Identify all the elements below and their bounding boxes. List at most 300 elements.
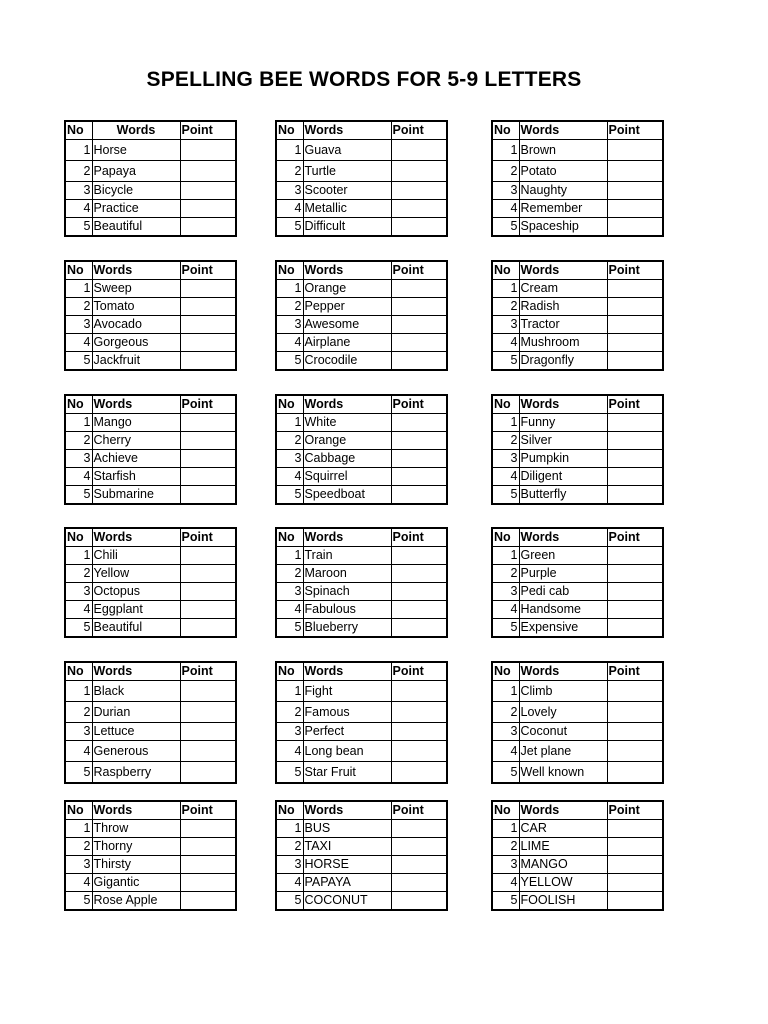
point-cell[interactable]	[391, 619, 447, 638]
header-no: No	[65, 528, 92, 547]
point-cell[interactable]	[180, 140, 236, 161]
point-cell[interactable]	[607, 762, 663, 784]
header-no: No	[492, 662, 519, 681]
word-cell: Well known	[519, 762, 607, 784]
table-row	[276, 619, 447, 638]
word-cell: MANGO	[519, 856, 607, 874]
word-cell: Handsome	[519, 601, 607, 619]
word-table	[491, 800, 664, 911]
word-table	[64, 394, 237, 505]
word-table	[275, 800, 448, 911]
header-words: Words	[92, 261, 180, 280]
word-cell: Spaceship	[519, 218, 607, 237]
point-cell[interactable]	[180, 486, 236, 505]
point-cell[interactable]	[180, 702, 236, 723]
point-cell[interactable]	[607, 681, 663, 702]
point-cell[interactable]	[607, 874, 663, 892]
word-cell: Durian	[92, 702, 180, 723]
header-no: No	[492, 261, 519, 280]
word-cell: Pumpkin	[519, 450, 607, 468]
word-cell: Yellow	[92, 565, 180, 583]
word-cell: Train	[303, 547, 391, 565]
word-cell: Expensive	[519, 619, 607, 638]
table-row	[492, 200, 663, 218]
row-number: 3	[492, 182, 519, 200]
table-row	[65, 316, 236, 334]
table-row	[65, 432, 236, 450]
point-cell[interactable]	[391, 681, 447, 702]
row-number: 1	[492, 140, 519, 161]
point-cell[interactable]	[607, 601, 663, 619]
table-row	[65, 619, 236, 638]
table-row	[492, 280, 663, 298]
point-cell[interactable]	[180, 741, 236, 762]
point-cell[interactable]	[391, 200, 447, 218]
row-number: 3	[276, 316, 303, 334]
point-cell[interactable]	[180, 838, 236, 856]
row-number: 3	[492, 856, 519, 874]
table-row	[492, 702, 663, 723]
point-cell[interactable]	[391, 414, 447, 432]
word-cell: Bicycle	[92, 182, 180, 200]
word-cell: Speedboat	[303, 486, 391, 505]
row-number: 1	[492, 547, 519, 565]
header-no: No	[276, 528, 303, 547]
header-point: Point	[180, 662, 236, 681]
row-number: 3	[65, 182, 92, 200]
header-point: Point	[180, 121, 236, 140]
table-row	[276, 892, 447, 911]
point-cell[interactable]	[180, 820, 236, 838]
word-cell: Gorgeous	[92, 334, 180, 352]
row-number: 5	[492, 218, 519, 237]
row-number: 3	[276, 450, 303, 468]
word-cell: Jackfruit	[92, 352, 180, 371]
header-point: Point	[607, 801, 663, 820]
table-row	[492, 140, 663, 161]
word-table	[275, 661, 448, 784]
point-cell[interactable]	[391, 874, 447, 892]
word-cell: Mango	[92, 414, 180, 432]
row-number: 5	[276, 486, 303, 505]
row-number: 1	[65, 280, 92, 298]
point-cell[interactable]	[180, 583, 236, 601]
point-cell[interactable]	[607, 414, 663, 432]
row-number: 5	[65, 352, 92, 371]
point-cell[interactable]	[180, 316, 236, 334]
table-row	[276, 838, 447, 856]
point-cell[interactable]	[391, 334, 447, 352]
row-number: 5	[276, 352, 303, 371]
word-cell: Pepper	[303, 298, 391, 316]
table-row	[276, 601, 447, 619]
header-no: No	[65, 261, 92, 280]
point-cell[interactable]	[180, 856, 236, 874]
table-row	[65, 856, 236, 874]
point-cell[interactable]	[607, 140, 663, 161]
table-row	[65, 838, 236, 856]
point-cell[interactable]	[391, 856, 447, 874]
word-table	[275, 120, 448, 237]
header-point: Point	[391, 261, 447, 280]
point-cell[interactable]	[607, 838, 663, 856]
table-row	[276, 702, 447, 723]
table-row	[276, 547, 447, 565]
table-row	[276, 874, 447, 892]
table-row	[65, 140, 236, 161]
point-cell[interactable]	[180, 432, 236, 450]
word-cell: Dragonfly	[519, 352, 607, 371]
row-number: 4	[492, 334, 519, 352]
point-cell[interactable]	[391, 583, 447, 601]
row-number: 5	[65, 762, 92, 784]
row-number: 4	[276, 874, 303, 892]
header-words: Words	[92, 528, 180, 547]
row-number: 3	[276, 856, 303, 874]
point-cell[interactable]	[391, 468, 447, 486]
table-row	[492, 619, 663, 638]
row-number: 3	[276, 583, 303, 601]
table-row	[65, 414, 236, 432]
word-cell: Silver	[519, 432, 607, 450]
point-cell[interactable]	[391, 280, 447, 298]
point-cell[interactable]	[607, 280, 663, 298]
row-number: 3	[65, 316, 92, 334]
point-cell[interactable]	[607, 200, 663, 218]
point-cell[interactable]	[607, 619, 663, 638]
point-cell[interactable]	[391, 723, 447, 741]
table-row	[276, 450, 447, 468]
word-cell: Maroon	[303, 565, 391, 583]
word-cell: Turtle	[303, 161, 391, 182]
word-cell: Starfish	[92, 468, 180, 486]
point-cell[interactable]	[391, 547, 447, 565]
point-cell[interactable]	[391, 316, 447, 334]
table-row	[276, 161, 447, 182]
header-no: No	[65, 395, 92, 414]
header-words: Words	[303, 261, 391, 280]
table-row	[276, 182, 447, 200]
word-cell: Orange	[303, 432, 391, 450]
point-cell[interactable]	[180, 280, 236, 298]
word-table	[64, 800, 237, 911]
table-row	[276, 583, 447, 601]
table-row	[492, 468, 663, 486]
table-row	[65, 583, 236, 601]
row-number: 1	[276, 820, 303, 838]
row-number: 2	[65, 298, 92, 316]
word-cell: Orange	[303, 280, 391, 298]
point-cell[interactable]	[391, 486, 447, 505]
word-cell: Octopus	[92, 583, 180, 601]
table-row	[492, 218, 663, 237]
point-cell[interactable]	[391, 702, 447, 723]
word-table	[64, 661, 237, 784]
row-number: 5	[65, 619, 92, 638]
word-cell: Squirrel	[303, 468, 391, 486]
row-number: 1	[65, 547, 92, 565]
point-cell[interactable]	[180, 681, 236, 702]
point-cell[interactable]	[607, 298, 663, 316]
point-cell[interactable]	[180, 892, 236, 911]
table-row	[65, 280, 236, 298]
row-number: 2	[65, 702, 92, 723]
word-cell: Crocodile	[303, 352, 391, 371]
table-row	[276, 280, 447, 298]
table-row	[492, 892, 663, 911]
row-number: 5	[276, 762, 303, 784]
header-no: No	[65, 801, 92, 820]
header-point: Point	[180, 395, 236, 414]
point-cell[interactable]	[180, 619, 236, 638]
table-row	[65, 298, 236, 316]
table-row	[492, 547, 663, 565]
header-point: Point	[180, 528, 236, 547]
row-number: 3	[65, 583, 92, 601]
word-table	[275, 394, 448, 505]
table-row	[492, 820, 663, 838]
point-cell[interactable]	[607, 486, 663, 505]
point-cell[interactable]	[607, 702, 663, 723]
point-cell[interactable]	[391, 762, 447, 784]
point-cell[interactable]	[180, 874, 236, 892]
word-cell: Jet plane	[519, 741, 607, 762]
point-cell[interactable]	[180, 547, 236, 565]
table-row	[276, 820, 447, 838]
table-row	[65, 741, 236, 762]
point-cell[interactable]	[607, 741, 663, 762]
point-cell[interactable]	[391, 298, 447, 316]
point-cell[interactable]	[607, 334, 663, 352]
table-row	[492, 414, 663, 432]
word-cell: Lovely	[519, 702, 607, 723]
row-number: 4	[276, 601, 303, 619]
table-row	[276, 741, 447, 762]
row-number: 2	[276, 432, 303, 450]
point-cell[interactable]	[607, 856, 663, 874]
word-cell: Raspberry	[92, 762, 180, 784]
point-cell[interactable]	[180, 565, 236, 583]
point-cell[interactable]	[180, 334, 236, 352]
header-words: Words	[92, 395, 180, 414]
word-cell: Gigantic	[92, 874, 180, 892]
header-point: Point	[391, 662, 447, 681]
point-cell[interactable]	[607, 432, 663, 450]
point-cell[interactable]	[180, 723, 236, 741]
header-words: Words	[303, 662, 391, 681]
row-number: 3	[65, 723, 92, 741]
point-cell[interactable]	[607, 182, 663, 200]
table-row	[492, 334, 663, 352]
point-cell[interactable]	[180, 468, 236, 486]
point-cell[interactable]	[391, 838, 447, 856]
point-cell[interactable]	[391, 601, 447, 619]
point-cell[interactable]	[391, 140, 447, 161]
word-cell: Potato	[519, 161, 607, 182]
word-cell: Metallic	[303, 200, 391, 218]
row-number: 2	[276, 838, 303, 856]
point-cell[interactable]	[607, 161, 663, 182]
point-cell[interactable]	[607, 218, 663, 237]
header-words: Words	[519, 121, 607, 140]
table-row	[492, 741, 663, 762]
row-number: 1	[492, 820, 519, 838]
point-cell[interactable]	[607, 547, 663, 565]
point-cell[interactable]	[607, 450, 663, 468]
header-point: Point	[607, 528, 663, 547]
header-no: No	[65, 662, 92, 681]
word-cell: Avocado	[92, 316, 180, 334]
point-cell[interactable]	[180, 601, 236, 619]
word-cell: Airplane	[303, 334, 391, 352]
header-words: Words	[303, 395, 391, 414]
table-row	[65, 547, 236, 565]
table-row	[65, 762, 236, 784]
header-point: Point	[607, 395, 663, 414]
row-number: 3	[276, 723, 303, 741]
point-cell[interactable]	[180, 414, 236, 432]
point-cell[interactable]	[391, 565, 447, 583]
header-no: No	[276, 662, 303, 681]
point-cell[interactable]	[391, 820, 447, 838]
header-words: Words	[519, 395, 607, 414]
word-table	[491, 661, 664, 784]
row-number: 2	[65, 432, 92, 450]
table-row	[276, 762, 447, 784]
table-row	[65, 468, 236, 486]
table-row	[276, 316, 447, 334]
point-cell[interactable]	[180, 161, 236, 182]
point-cell[interactable]	[607, 820, 663, 838]
table-row	[65, 352, 236, 371]
word-cell: Purple	[519, 565, 607, 583]
row-number: 1	[65, 414, 92, 432]
word-cell: Beautiful	[92, 619, 180, 638]
table-row	[492, 681, 663, 702]
point-cell[interactable]	[607, 892, 663, 911]
point-cell[interactable]	[180, 352, 236, 371]
table-row	[492, 583, 663, 601]
point-cell[interactable]	[391, 161, 447, 182]
header-no: No	[276, 261, 303, 280]
row-number: 2	[276, 565, 303, 583]
word-cell: Fabulous	[303, 601, 391, 619]
word-cell: Pedi cab	[519, 583, 607, 601]
table-row	[492, 298, 663, 316]
point-cell[interactable]	[180, 450, 236, 468]
table-row	[492, 723, 663, 741]
row-number: 2	[65, 161, 92, 182]
header-no: No	[276, 395, 303, 414]
table-row	[65, 874, 236, 892]
point-cell[interactable]	[180, 298, 236, 316]
point-cell[interactable]	[391, 432, 447, 450]
point-cell[interactable]	[180, 200, 236, 218]
table-row	[65, 161, 236, 182]
point-cell[interactable]	[607, 316, 663, 334]
header-no: No	[276, 801, 303, 820]
table-row	[65, 334, 236, 352]
point-cell[interactable]	[607, 565, 663, 583]
word-table	[64, 260, 237, 371]
row-number: 2	[492, 432, 519, 450]
header-words: Words	[303, 528, 391, 547]
point-cell[interactable]	[180, 182, 236, 200]
table-row	[276, 334, 447, 352]
row-number: 1	[276, 414, 303, 432]
word-cell: LIME	[519, 838, 607, 856]
header-point: Point	[391, 395, 447, 414]
row-number: 2	[276, 702, 303, 723]
word-cell: Diligent	[519, 468, 607, 486]
table-row	[65, 486, 236, 505]
word-table	[64, 527, 237, 638]
word-cell: COCONUT	[303, 892, 391, 911]
word-cell: Cabbage	[303, 450, 391, 468]
word-cell: Rose Apple	[92, 892, 180, 911]
table-row	[276, 298, 447, 316]
point-cell[interactable]	[391, 892, 447, 911]
word-cell: CAR	[519, 820, 607, 838]
table-row	[492, 856, 663, 874]
point-cell[interactable]	[391, 450, 447, 468]
point-cell[interactable]	[607, 352, 663, 371]
row-number: 2	[492, 298, 519, 316]
header-words: Words	[519, 662, 607, 681]
row-number: 2	[65, 838, 92, 856]
table-row	[492, 762, 663, 784]
point-cell[interactable]	[391, 352, 447, 371]
table-row	[276, 414, 447, 432]
point-cell[interactable]	[607, 583, 663, 601]
word-cell: Achieve	[92, 450, 180, 468]
point-cell[interactable]	[391, 218, 447, 237]
table-row	[65, 450, 236, 468]
row-number: 4	[65, 741, 92, 762]
table-row	[492, 450, 663, 468]
word-cell: Radish	[519, 298, 607, 316]
header-no: No	[65, 121, 92, 140]
word-cell: Remember	[519, 200, 607, 218]
row-number: 4	[276, 334, 303, 352]
word-cell: Submarine	[92, 486, 180, 505]
word-cell: Tomato	[92, 298, 180, 316]
row-number: 4	[276, 200, 303, 218]
word-cell: PAPAYA	[303, 874, 391, 892]
word-cell: Thorny	[92, 838, 180, 856]
point-cell[interactable]	[607, 468, 663, 486]
point-cell[interactable]	[391, 182, 447, 200]
word-cell: FOOLISH	[519, 892, 607, 911]
word-table	[491, 260, 664, 371]
point-cell[interactable]	[180, 762, 236, 784]
table-row	[492, 838, 663, 856]
point-cell[interactable]	[391, 741, 447, 762]
row-number: 5	[492, 762, 519, 784]
row-number: 1	[276, 547, 303, 565]
table-row	[276, 565, 447, 583]
point-cell[interactable]	[180, 218, 236, 237]
word-cell: Funny	[519, 414, 607, 432]
header-point: Point	[391, 801, 447, 820]
header-point: Point	[607, 121, 663, 140]
point-cell[interactable]	[607, 723, 663, 741]
row-number: 2	[276, 298, 303, 316]
header-words: Words	[92, 121, 180, 140]
word-cell: HORSE	[303, 856, 391, 874]
row-number: 4	[492, 200, 519, 218]
row-number: 1	[276, 681, 303, 702]
